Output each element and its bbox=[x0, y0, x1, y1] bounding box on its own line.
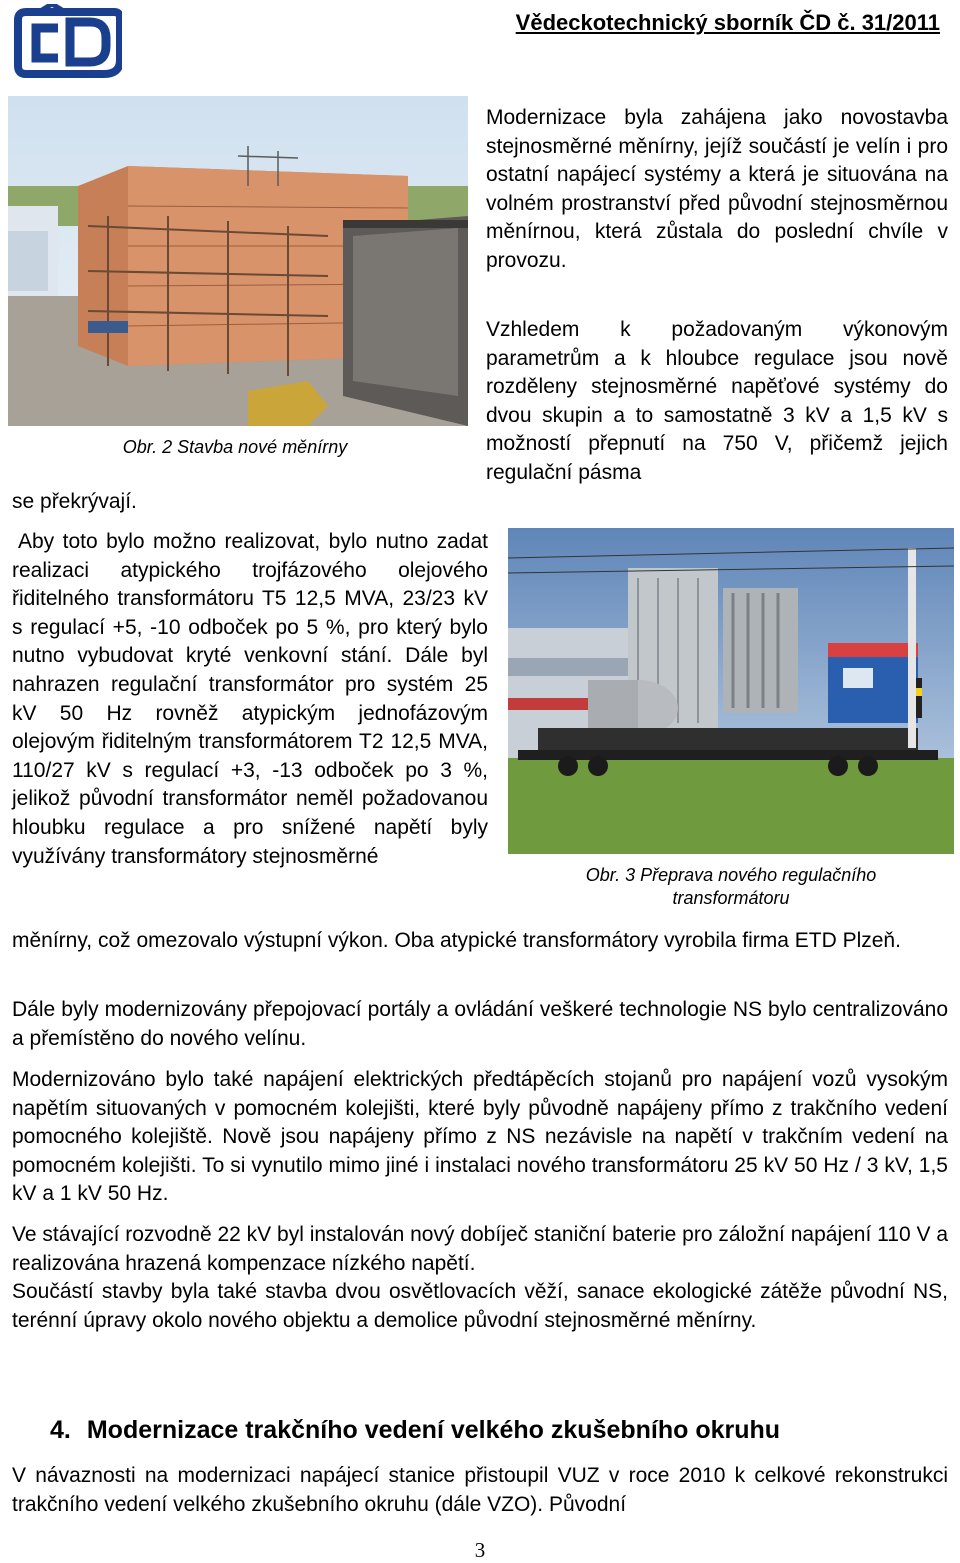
figure-2-caption: Obr. 2 Stavba nové měnírny bbox=[122, 437, 348, 457]
section-title: Modernizace trakčního vedení velkého zkušebního okruhu bbox=[86, 1416, 781, 1444]
journal-title: Vědeckotechnický sborník ČD č. 31/2011 bbox=[515, 10, 940, 35]
paragraph-8: V návaznosti na modernizaci napájecí stanice přistoupil VUZ v roce 2010 k celkové rekonstrukci trakčního vedení velkého zkušebního okruhu (dále VZO). Původní bbox=[12, 1464, 948, 1516]
figure-3-caption-line-2: transformátoru bbox=[672, 888, 790, 908]
cd-logo bbox=[12, 4, 122, 78]
paragraph-3: Aby toto bylo možno realizovat, bylo nutno zadat realizaci atypického trojfázového olejového řiditelného transformátoru T5 12,5 MVA, 23/23 kV s regulací +5, -10 odboček po 5 %, pro který bylo nutno vybudovat kryté venkovní stání. Dále byl nahrazen regulační transformátor pro systém 25 kV 50 Hz rovněž atypickým jednofázovým olejovým řiditelným transformátorem T2 12,5 MVA, 110/27 kV s regulací +3, -13 odboček po 3 %, jelikož původní transformátor neměl požadovanou hloubku regulace a pro snížené napětí byly využívány transformátory stejnosměrné bbox=[12, 530, 488, 868]
paragraph-5: Modernizováno bylo také napájení elektrických předtápěcích stojanů pro napájení vozů vysokým napětím situovaných v pomocném kolejišti, které byly původně napájeny přímo z trakčního vedení pomocného kolejiště. Nově jsou napájeny přímo z NS nezávisle na napětí v trakčním vedení na pomocném kolejišti. To si vynutilo mimo jiné i instalaci nového transformátoru 25 kV 50 Hz / 3 kV, 1,5 kV a 1 kV 50 Hz. bbox=[12, 1068, 948, 1206]
paragraph-2-end: se překrývají. bbox=[12, 490, 137, 513]
section-heading bbox=[50, 1416, 780, 1445]
paragraph-3-end: měnírny, což omezovalo výstupní výkon. Oba atypické transformátory vyrobila firma ETD Plzeň. bbox=[12, 929, 901, 952]
figure-3-caption bbox=[508, 864, 954, 910]
paragraph-4: Dále byly modernizovány přepojovací portály a ovládání veškeré technologie NS bylo centralizováno a přemístěno do nového velínu. bbox=[12, 998, 948, 1050]
page-number: 3 bbox=[474, 1538, 486, 1562]
section-number: 4. bbox=[50, 1416, 71, 1444]
paragraph-7: Součástí stavby byla také stavba dvou osvětlovacích věží, sanace ekologické zátěže původní NS, terénní úpravy okolo nového objektu a demolice původní stejnosměrné měnírny. bbox=[12, 1280, 948, 1332]
paragraph-1: Modernizace byla zahájena jako novostavba stejnosměrné měnírny, jejíž součástí je velín i pro ostatní napájecí systémy a která je situována na volném prostranství před původní stejnosměrnou měnírnou, která zůstala do poslední chvíle v provozu. bbox=[486, 106, 948, 272]
paragraph-6: Ve stávající rozvodně 22 kV byl instalován nový dobíječ staniční baterie pro záložní napájení 110 V a realizována hrazená kompenzace nízkého napětí. bbox=[12, 1223, 948, 1275]
paragraph-2: Vzhledem k požadovaným výkonovým parametrům a k hloubce regulace jsou nově rozděleny stejnosměrné napěťové systémy do dvou skupin a to samostatně 3 kV a 1,5 kV s možností přepnutí na 750 V, přičemž jejich regulační pásma bbox=[486, 318, 948, 484]
figure-3-photo bbox=[508, 528, 954, 854]
figure-2-photo bbox=[8, 96, 468, 426]
figure-3-caption-line-1: Obr. 3 Přeprava nového regulačního bbox=[585, 865, 877, 885]
